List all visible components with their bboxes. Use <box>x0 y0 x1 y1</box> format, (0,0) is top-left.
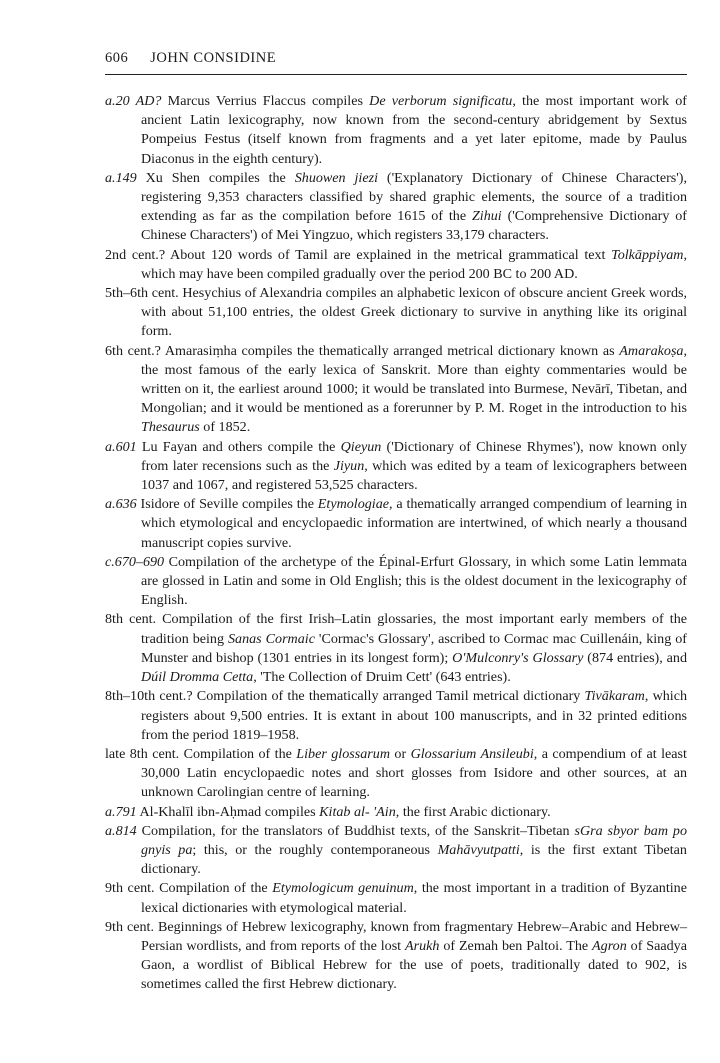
chronology-entry <box>105 610 687 687</box>
entry-text: Compilation of the archetype of the Épinal-Erfurt Glossary, in which some Latin lemmata are glossed in Latin and some in Old English; this is the oldest document in the lexicography of English. <box>141 553 687 609</box>
entry-text: of 1852. <box>199 419 251 436</box>
entry-text: Compilation of the first Irish–Latin glossaries, the most important early members of the tradition being <box>141 611 688 647</box>
entry-text: , 'The Collection of Druim Cett' (643 entries). <box>253 669 511 686</box>
entry-text: Compilation of the <box>183 745 297 762</box>
entry-date: 5th–6th cent. <box>105 285 179 302</box>
entry-title: Mahāvyutpatti <box>437 841 520 858</box>
entry-title: Arukh <box>404 937 440 954</box>
entry-date: a.601 <box>105 438 137 455</box>
entry-text: Xu Shen compiles the <box>145 169 295 186</box>
entry-text: , is the first extant Tibetan dictionary. <box>141 841 687 878</box>
entry-title: Kitab al- 'Ain <box>319 803 396 820</box>
chronology-entry <box>105 284 687 342</box>
chronology-entry <box>105 342 687 438</box>
entry-text: of Zemah ben Paltoi. The <box>439 937 593 954</box>
chronology-entry <box>105 822 687 880</box>
chronology-entry <box>105 92 687 169</box>
entry-text: or <box>390 745 411 762</box>
entry-text: Hesychius of Alexandria compiles an alphabetic lexicon of obscure ancient Greek words, with about 51,100 entries, the oldest Greek dictionary to survive in anything like its original form. <box>141 285 687 340</box>
entry-text: , the most important work of ancient Latin lexicography, now known from the second-century abridgement by Sextus Pompeius Festus (itself known from fragments and a yet later epitome, made by Paulus Diaconus in the eighth century). <box>141 93 687 167</box>
chronology-entry <box>105 169 687 246</box>
entry-date: c.670–690 <box>105 553 165 570</box>
entry-title: Zihui <box>471 208 502 225</box>
entry-text: , the most famous of the early lexica of Sanskrit. More than eighty commentaries would be written on it, the earliest around 1000; it would be translated into Burmese, Nevārī, Tibetan, and Mongolian; and it would be mentioned as a forerunner by P. M. Roget in the introduction to his <box>141 342 688 417</box>
entry-date: a.791 <box>105 803 137 820</box>
chronology-entry <box>105 438 687 496</box>
chronology-entry <box>105 745 687 803</box>
entry-text: (874 entries), and <box>583 649 687 666</box>
entry-text: Amarasiṃha compiles the thematically arranged metrical dictionary known as <box>164 342 620 359</box>
entry-text: Lu Fayan and others compile the <box>141 438 341 455</box>
chronology-entry <box>105 803 687 822</box>
entry-date: late 8th cent. <box>105 745 180 762</box>
chronology-entry <box>105 553 687 611</box>
chronology-entry <box>105 246 687 284</box>
chronology-entry <box>105 495 687 553</box>
chronology-list <box>105 92 687 995</box>
entry-title: Sanas Cormaic <box>227 630 315 647</box>
entry-date: 6th cent.? <box>105 342 161 359</box>
entry-text: Marcus Verrius Flaccus compiles <box>167 93 370 109</box>
entry-title: O'Mulconry's Glossary <box>452 649 584 666</box>
entry-date: a.814 <box>105 822 137 839</box>
entry-text: of Saadya Gaon, a wordlist of Biblical Hebrew for the use of poets, traditionally dated to 902, is sometimes called the first Hebrew dictionary. <box>141 937 687 993</box>
entry-title: Jiyun <box>333 457 365 474</box>
entry-text: Isidore of Seville compiles the <box>140 496 318 513</box>
entry-text: , the most important in a tradition of Byzantine lexical dictionaries with etymological material. <box>141 880 687 916</box>
entry-text: , which registers about 9,500 entries. It is extant in about 100 manuscripts, and in 32 printed editions from the period 1819–1958. <box>141 688 688 743</box>
entry-text: 'Cormac's Glossary', ascribed to Cormac mac Cuillenáin, king of Munster and bishop (1301 entries in its longest form); <box>141 630 687 666</box>
entry-title: Tivākaram <box>584 688 645 705</box>
entry-text: Compilation of the <box>159 880 273 897</box>
entry-text: ('Explanatory Dictionary of Chinese Characters'), registering 9,353 characters classified by shared graphic elements, the source of a tradition extending as far as the compilation before 1615 of the <box>141 169 688 225</box>
entry-text: Compilation of the thematically arranged Tamil metrical dictionary <box>196 688 585 705</box>
entry-date: a.149 <box>105 169 137 186</box>
running-header <box>105 50 687 67</box>
chronology-entry <box>105 687 687 745</box>
entry-text: About 120 words of Tamil are explained in the metrical grammatical text <box>170 246 612 263</box>
entry-title: Thesaurus <box>141 419 200 436</box>
entry-text: Beginnings of Hebrew lexicography, known from fragmentary Hebrew–Arabic and Hebrew–Persian wordlists, and from reports of the lost <box>141 918 688 954</box>
running-title: JOHN CONSIDINE <box>150 50 277 66</box>
entry-text: , the first Arabic dictionary. <box>395 803 551 820</box>
entry-text: Al-Khalīl ibn-Aḥmad compiles <box>139 803 320 820</box>
header-rule <box>105 74 687 75</box>
entry-date: 8th cent. <box>105 611 157 628</box>
entry-title: Etymologiae <box>317 496 390 513</box>
entry-text: ('Comprehensive Dictionary of Chinese Characters') of Mei Yingzuo, which registers 33,179 characters. <box>141 208 687 244</box>
entry-title: De verborum significatu <box>369 93 513 109</box>
entry-title: Amarakoṣa <box>619 342 684 359</box>
entry-text: , a thematically arranged compendium of learning in which etymological and encyclopaedic information are intertwined, of which nearly a thousand manuscript copies survive. <box>141 496 687 551</box>
entry-date: a.20 AD? <box>105 93 162 109</box>
entry-title: Etymologicum genuinum <box>272 880 414 897</box>
entry-date: 8th–10th cent.? <box>105 688 193 705</box>
entry-title: Liber glossarum <box>296 745 390 762</box>
entry-date: 9th cent. <box>105 918 154 935</box>
entry-title: Tolkāppiyam <box>611 246 684 263</box>
entry-date: a.636 <box>105 496 137 513</box>
entry-title: Dúil Dromma Cetta <box>141 669 254 686</box>
entry-date: 9th cent. <box>105 880 155 897</box>
entry-date: 2nd cent.? <box>105 246 166 263</box>
entry-title: Glossarium Ansileubi <box>410 745 534 762</box>
page-number: 606 <box>105 50 129 66</box>
entry-text: , a compendium of at least 30,000 Latin encyclopaedic notes and short glosses from Isidore and other sources, at an unknown Carolingian centre of learning. <box>141 745 687 801</box>
chronology-entry <box>105 879 687 917</box>
entry-title: sGra sbyor bam po gnyis pa <box>141 822 688 858</box>
entry-text: ('Dictionary of Chinese Rhymes'), now known only from later recensions such as the <box>141 438 687 474</box>
entry-title: Agron <box>592 937 627 954</box>
entry-text: , which may have been compiled gradually over the period 200 BC to 200 AD. <box>141 246 688 282</box>
chronology-entry <box>105 918 687 995</box>
entry-title: Shuowen jiezi <box>294 169 378 186</box>
entry-text: ; this, or the roughly contemporaneous <box>192 841 438 858</box>
entry-title: Qieyun <box>340 438 382 455</box>
entry-text: Compilation, for the translators of Buddhist texts, of the Sanskrit–Tibetan <box>141 822 575 839</box>
entry-text: , which was edited by a team of lexicographers between 1037 and 1067, and registered 53,525 characters. <box>141 457 687 494</box>
